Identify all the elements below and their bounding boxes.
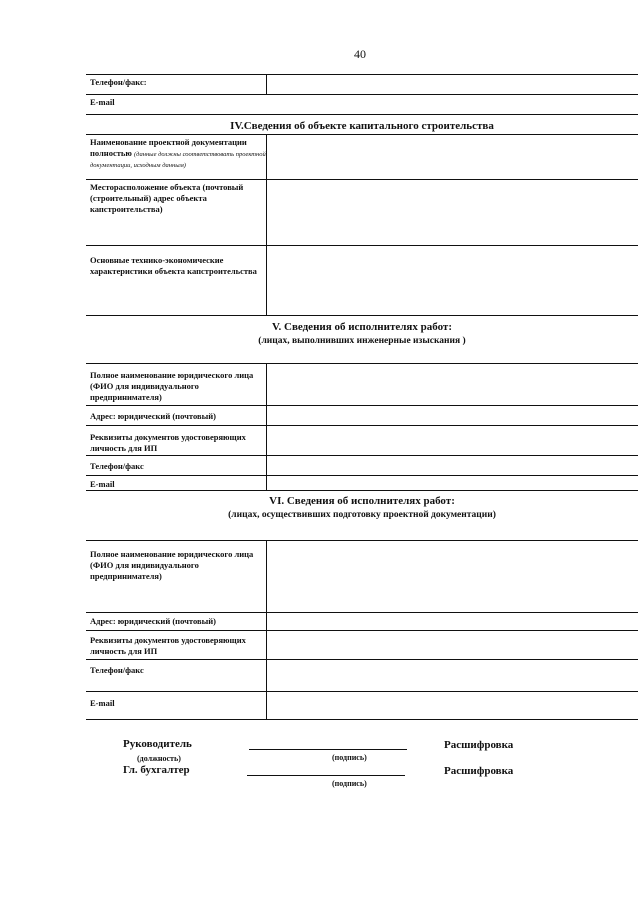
row-phone-fax-2 xyxy=(86,455,638,475)
row-tech-econ xyxy=(86,245,638,315)
head-label: Руководитель xyxy=(123,738,192,750)
row-docs-1 xyxy=(86,425,638,455)
section-v-title: V. Сведения об исполнителях работ: xyxy=(271,321,453,333)
label-phone-fax-2: Телефон/факс xyxy=(86,456,267,475)
label-project-doc-name: Наименование проектной документации полностью xyxy=(90,137,247,158)
decode-label-1: Расшифровка xyxy=(444,739,514,751)
row-address-1 xyxy=(86,405,638,425)
section-v-row xyxy=(86,315,638,363)
section-vi-row xyxy=(86,490,638,540)
signature-line-1 xyxy=(249,749,407,750)
label-docs-2: Реквизиты документов удостоверяющих личность для ИП xyxy=(86,631,267,659)
label-email-3: E-mail xyxy=(86,692,267,719)
section-iv-title: IV.Сведения об объекте капитального строительства xyxy=(230,120,494,132)
label-phone-fax-3: Телефон/факс xyxy=(86,660,267,691)
label-object-location: Месторасположение объекта (почтовый (строительный) адрес объекта капстроительства) xyxy=(86,180,267,245)
page-number: 40 xyxy=(354,47,366,61)
section-vi-subtitle: (лицах, осуществивших подготовку проектной документации) xyxy=(228,510,496,520)
signature-caption-1: (подпись) xyxy=(332,753,367,762)
label-phone-fax-1: Телефон/факс: xyxy=(86,75,267,94)
section-vi-title: VI. Сведения об исполнителях работ: xyxy=(269,495,455,507)
row-docs-2 xyxy=(86,630,638,659)
section-iv-row xyxy=(86,114,638,134)
label-project-doc xyxy=(86,135,267,179)
label-tech-econ: Основные технико-экономические характеристики объекта капстроительства xyxy=(86,246,267,315)
position-caption: (должность) xyxy=(137,754,181,763)
row-object-location xyxy=(86,179,638,245)
row-email-2 xyxy=(86,475,638,490)
decode-label-2: Расшифровка xyxy=(444,765,514,777)
label-address-1: Адрес: юридический (почтовый) xyxy=(86,406,267,425)
label-docs-1: Реквизиты документов удостоверяющих личность для ИП xyxy=(86,426,267,455)
row-email-1 xyxy=(86,94,638,114)
signature-line-2 xyxy=(247,775,405,776)
accountant-label: Гл. бухгалтер xyxy=(123,764,190,776)
row-phone-fax-3 xyxy=(86,659,638,691)
row-project-doc xyxy=(86,134,638,179)
label-address-2: Адрес: юридический (почтовый) xyxy=(86,613,267,630)
label-full-name-2: Полное наименование юридического лица (ФИО для индивидуального предпринимателя) xyxy=(86,541,267,612)
row-full-name-2 xyxy=(86,540,638,612)
label-project-doc-note: (данные должны соответствовать проектной документации, исходным данным) xyxy=(90,151,266,169)
label-full-name-1: Полное наименование юридического лица (ФИО для индивидуального предпринимателя) xyxy=(86,364,267,405)
section-v-subtitle: (лицах, выполнивших инженерные изыскания ) xyxy=(258,336,466,346)
row-phone-fax-1 xyxy=(86,74,638,94)
row-address-2 xyxy=(86,612,638,630)
label-email-2: E-mail xyxy=(86,476,267,490)
form-table xyxy=(86,74,638,720)
row-full-name-1 xyxy=(86,363,638,405)
label-email-1: E-mail xyxy=(90,97,115,107)
row-email-3 xyxy=(86,691,638,720)
signature-caption-2: (подпись) xyxy=(332,779,367,788)
signature-block xyxy=(0,736,640,796)
